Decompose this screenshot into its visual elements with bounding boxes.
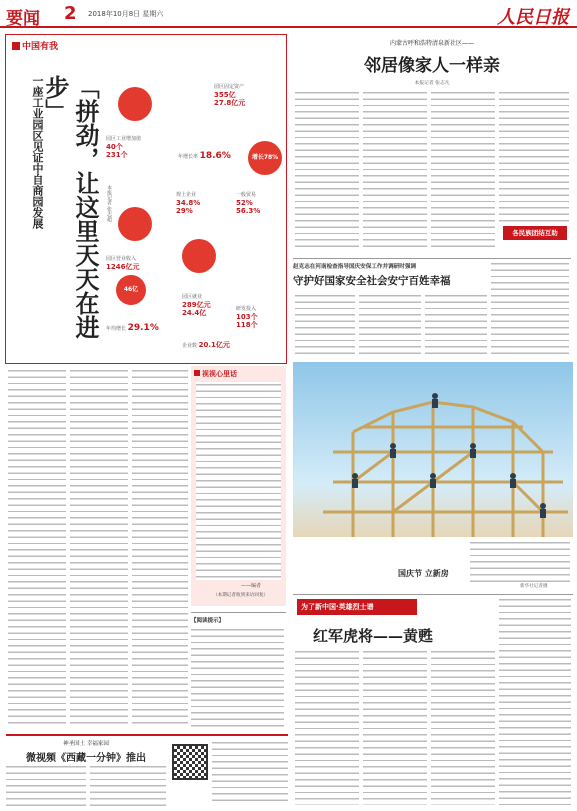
- column-tag: [12, 39, 58, 52]
- side-box-footnote: （本期记者收到来访回复）: [213, 593, 269, 598]
- qr-code: [172, 744, 208, 780]
- stat-employment: [182, 293, 211, 317]
- article-body-col3: [132, 368, 188, 728]
- stat-value: 103个: [236, 313, 258, 321]
- bottom-kicker: 神圣国土 幸福家园: [63, 741, 109, 747]
- reading-notice: [191, 612, 286, 730]
- stat-extra: 56.3%: [236, 207, 261, 215]
- right-top-col1: [295, 90, 359, 252]
- red-army-col3: [431, 649, 495, 805]
- feature-panel: [5, 34, 287, 364]
- feature-headline: 「拼劲，让这里天天在进步」: [41, 75, 100, 339]
- stat-label: 年均增长: [106, 326, 127, 332]
- stat-rnd: [236, 305, 258, 329]
- bottom-left-story: [6, 734, 288, 806]
- stat-extra: 24.4亿: [182, 309, 207, 317]
- stat-value: 20.1亿元: [198, 341, 230, 349]
- stat-label: 一般贸易: [236, 192, 257, 198]
- construction-photo: [293, 362, 573, 537]
- stat-large-firms: [176, 191, 200, 215]
- article-body-col1: [8, 368, 66, 728]
- stat-extra: 27.8亿元: [214, 99, 246, 107]
- stat-value: 1246亿元: [106, 263, 140, 271]
- stat-avg-growth: [106, 323, 159, 333]
- stat-trade: [236, 191, 260, 215]
- right-top-byline: 本报记者 张志凡: [414, 81, 450, 86]
- security-col1: [295, 293, 355, 357]
- stat-extra: 118个: [236, 321, 258, 329]
- issue-date: 2018年10月8日 星期六: [88, 10, 164, 18]
- stat-extra: 29%: [176, 207, 193, 215]
- bottom-text-col2: [90, 764, 166, 806]
- growth-badge: 增长78%: [248, 141, 282, 175]
- stat-fixed-assets: [214, 83, 245, 107]
- security-col4: [491, 261, 569, 357]
- photo-caption-title: 国庆节 立新房: [398, 569, 449, 578]
- stat-label: 研发投入: [236, 306, 257, 312]
- right-top-headline: 邻居像家人一样亲: [364, 56, 500, 76]
- right-top-kicker: 内蒙古呼和浩特清泉新社区——: [389, 40, 474, 47]
- red-army-headline: 红军虎将——黄甦: [313, 627, 434, 645]
- chart-icon: [182, 239, 216, 273]
- stat-industrial: [106, 135, 141, 159]
- stat-label: 年增长率: [178, 154, 199, 160]
- stat-value: 29.1%: [127, 323, 159, 333]
- article-body-col2: [70, 368, 128, 728]
- right-top-col3: [431, 90, 495, 252]
- stat-label: 园区营业收入: [106, 256, 137, 262]
- tag-icon: [12, 42, 20, 50]
- notice-tag: 【阅读提示】: [191, 618, 225, 624]
- photo-caption-text: [470, 540, 570, 582]
- feature-subhead: 一座工业园区见证中自商园发展: [31, 75, 44, 229]
- unity-tag: 各民族团结互助: [503, 226, 567, 240]
- bottom-headline: 微视频《西藏一分钟》推出: [26, 753, 146, 764]
- section-title: 要闻: [6, 9, 40, 29]
- side-box-signature: ——编者: [241, 583, 262, 589]
- stat-extra: 231个: [106, 151, 128, 159]
- side-box-text: [196, 382, 281, 580]
- stat-value: 40个: [106, 143, 123, 151]
- stat-value: 355亿: [214, 91, 236, 99]
- stat-label: 园区工业增加值: [106, 136, 142, 142]
- stat-value: 52%: [236, 199, 253, 207]
- stat-growth: [178, 151, 231, 161]
- column-tag-label: 中国有我: [22, 42, 59, 52]
- security-col2: [359, 293, 421, 357]
- stat-label: 园区就业: [182, 294, 203, 300]
- right-top-story: [293, 34, 571, 254]
- security-col3: [425, 293, 487, 357]
- bottom-text-col1: [6, 764, 86, 806]
- stat-companies: [182, 341, 230, 350]
- security-story: [293, 258, 571, 358]
- red-army-col1: [295, 649, 359, 805]
- newspaper-logo: 人民日报: [497, 7, 569, 28]
- feature-byline: 本报记者 张志超: [106, 185, 112, 222]
- stat-label: 园区固定资产: [214, 84, 245, 90]
- stat-value: 34.8%: [176, 199, 201, 207]
- stat-label: 规上企业: [176, 192, 197, 198]
- page-number: 2: [64, 3, 77, 24]
- side-box: [191, 366, 286, 606]
- right-top-col2: [363, 90, 427, 252]
- red-army-col4: [499, 597, 571, 805]
- side-box-tag-label: 视视心里话: [202, 370, 237, 378]
- stat-revenue: [106, 255, 139, 271]
- security-kicker: 赵克志在河南检查指导国庆安保工作并调研时强调: [293, 264, 417, 270]
- notice-text: [191, 627, 284, 727]
- stat-value: 289亿元: [182, 301, 211, 309]
- photo-credit: 新华社记者摄: [520, 584, 548, 589]
- bottom-text-col3: [212, 740, 288, 806]
- factory-icon: [118, 87, 152, 121]
- red-army-banner: 为了新中国·英雄烈士谱: [297, 599, 417, 615]
- stat-label: 企业数: [182, 343, 198, 349]
- security-headline: 守护好国家安全社会安宁百姓幸福: [293, 275, 451, 287]
- red-army-col2: [363, 649, 427, 805]
- red-army-story: [293, 594, 573, 806]
- revenue-badge: 46亿: [116, 275, 146, 305]
- tag-icon: [194, 370, 200, 376]
- scaffold-illustration: [293, 362, 573, 537]
- side-box-tag: [194, 369, 237, 379]
- page-header: [0, 0, 577, 28]
- stat-value: 18.6%: [199, 151, 231, 161]
- right-top-col4: [499, 90, 569, 222]
- money-icon: [118, 207, 152, 241]
